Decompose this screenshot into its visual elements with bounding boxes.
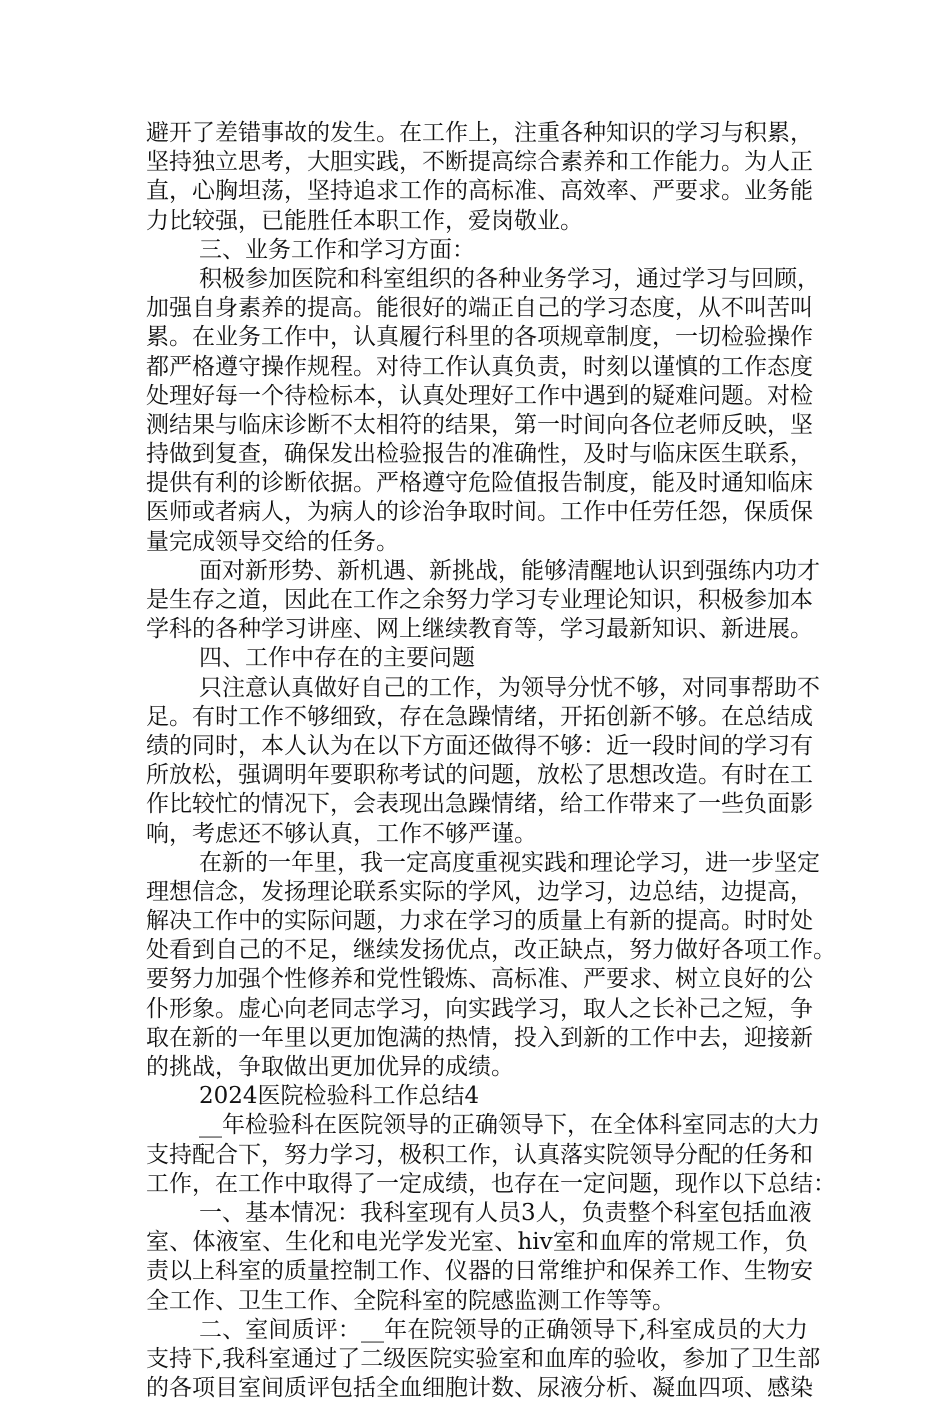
text-line: 坚持独立思考，大胆实践，不断提高综合素养和工作能力。为人正 — [146, 149, 813, 176]
section-heading: 三、业务工作和学习方面： — [199, 236, 475, 263]
text-line: 解决工作中的实际问题，力求在学习的质量上有新的提高。时时处 — [146, 908, 813, 935]
text-line: 学科的各种学习讲座、网上继续教育等，学习最新知识、新进展。 — [146, 616, 813, 643]
text-line: 医师或者病人，为病人的诊治争取时间。工作中任劳任怨，保质保 — [146, 499, 813, 526]
text-line: 取在新的一年里以更加饱满的热情，投入到新的工作中去，迎接新 — [146, 1024, 813, 1051]
document-body — [146, 119, 836, 1403]
section-heading: 四、工作中存在的主要问题 — [199, 645, 475, 672]
text-line: 处理好每一个待检标本，认真处理好工作中遇到的疑难问题。对检 — [146, 382, 813, 409]
text-line: 足。有时工作不够细致，存在急躁情绪，开拓创新不够。在总结成 — [146, 703, 813, 730]
text-line: 量完成领导交给的任务。 — [146, 528, 399, 555]
text-line: 要努力加强个性修养和党性锻炼、高标准、严要求、树立良好的公 — [146, 966, 813, 993]
text-line: 只注意认真做好自己的工作，为领导分忧不够，对同事帮助不 — [199, 674, 820, 701]
text-line: 加强自身素养的提高。能很好的端正自己的学习态度，从不叫苦叫 — [146, 295, 813, 322]
text-line: 责以上科室的质量控制工作、仪器的日常维护和保养工作、生物安 — [146, 1258, 813, 1285]
text-line: 提供有利的诊断依据。严格遵守危险值报告制度，能及时通知临床 — [146, 470, 813, 497]
document-title: 2024医院检验科工作总结4 — [199, 1083, 480, 1110]
text-line: 都严格遵守操作规程。对待工作认真负责，时刻以谨慎的工作态度 — [146, 353, 813, 380]
text-line: 支持下,我科室通过了二级医院实验室和血库的验收，参加了卫生部 — [146, 1345, 821, 1372]
text-line: 在新的一年里，我一定高度重视实践和理论学习，进一步坚定 — [199, 849, 820, 876]
text-line: 一、基本情况：我科室现有人员3人，负责整个科室包括血液 — [199, 1199, 812, 1226]
text-line: 测结果与临床诊断不太相符的结果，第一时间向各位老师反映，坚 — [146, 411, 813, 438]
text-line: 工作，在工作中取得了一定成绩，也存在一定问题，现作以下总结： — [146, 1170, 836, 1197]
text-line: 室、体液室、生化和电光学发光室、hiv室和血库的常规工作，负 — [146, 1229, 808, 1256]
text-line: 理想信念，发扬理论联系实际的学风，边学习，边总结，边提高， — [146, 878, 813, 905]
text-line: 响，考虑还不够认真，工作不够严谨。 — [146, 820, 537, 847]
text-line: 作比较忙的情况下，会表现出急躁情绪，给工作带来了一些负面影 — [146, 791, 813, 818]
text-line: 所放松，强调明年要职称考试的问题，放松了思想改造。有时在工 — [146, 762, 813, 789]
text-line: __年检验科在医院领导的正确领导下，在全体科室同志的大力 — [199, 1112, 820, 1139]
text-line: 面对新形势、新机遇、新挑战，能够清醒地认识到强练内功才 — [199, 557, 820, 584]
text-line: 的挑战，争取做出更加优异的成绩。 — [146, 1054, 514, 1080]
text-line: 支持配合下，努力学习，极积工作，认真落实院领导分配的任务和 — [146, 1141, 813, 1168]
text-line: 避开了差错事故的发生。在工作上，注重各种知识的学习与积累， — [146, 120, 813, 146]
text-line: 全工作、卫生工作、全院科室的院感监测工作等等。 — [146, 1287, 675, 1314]
text-line: 二、室间质评：__年在院领导的正确领导下,科室成员的大力 — [199, 1316, 808, 1343]
text-line: 是生存之道，因此在工作之余努力学习专业理论知识，积极参加本 — [146, 587, 813, 613]
text-line: 力比较强，已能胜任本职工作，爱岗敬业。 — [146, 207, 583, 234]
text-line: 仆形象。虚心向老同志学习，向实践学习，取人之长补己之短，争 — [146, 995, 813, 1022]
text-line: 直，心胸坦荡，坚持追求工作的高标准、高效率、严要求。业务能 — [146, 178, 813, 205]
text-line: 积极参加医院和科室组织的各种业务学习，通过学习与回顾， — [199, 265, 820, 292]
text-line: 的各项目室间质评包括全血细胞计数、尿液分析、凝血四项、感染 — [146, 1375, 813, 1402]
text-line: 处看到自己的不足，继续发扬优点，改正缺点，努力做好各项工作。 — [146, 937, 836, 964]
text-line: 累。在业务工作中，认真履行科里的各项规章制度，一切检验操作 — [146, 324, 813, 351]
text-line: 绩的同时，本人认为在以下方面还做得不够：近一段时间的学习有 — [146, 732, 813, 759]
text-line: 持做到复查，确保发出检验报告的准确性，及时与临床医生联系， — [146, 441, 813, 468]
